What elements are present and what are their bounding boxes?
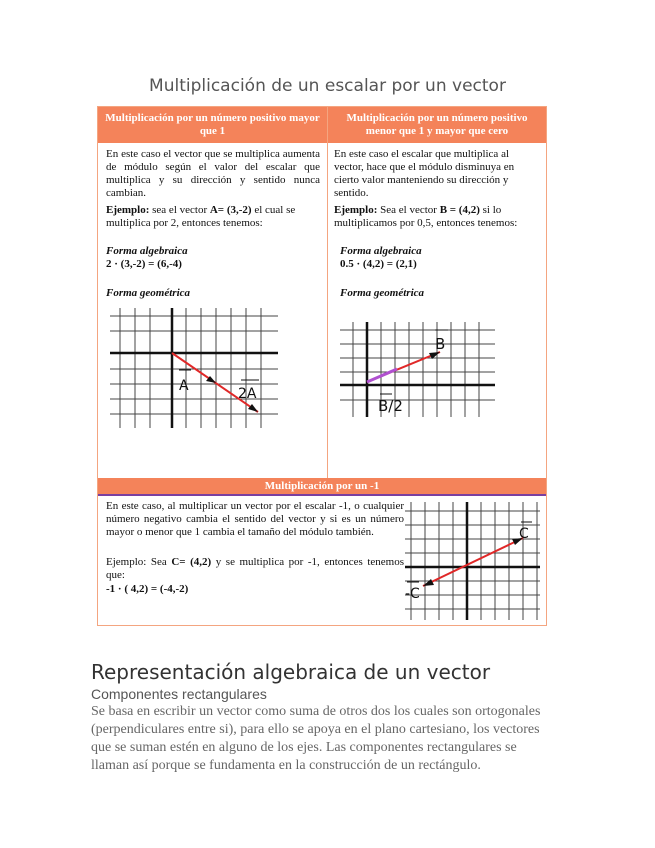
left-body-text: En este caso el vector que se multiplica aumenta de módulo según el valor del escalar que multiplica y su dirección y sentido nunca cambian. [106,148,320,199]
left-example [106,204,322,230]
right-example-pre: Sea el vector [380,204,437,216]
section-subtitle: Componentes rectangulares [91,686,267,702]
bottom-body-text: En este caso, al multiplicar un vector por el escalar -1, o cualquier número negativo cambia el sentido del vector y si es un número mayor o menor que 1 cambia el tamaño del módulo también. [106,500,404,538]
section-title: Representación algebraica de un vector [91,660,491,684]
right-geometric-label: Forma geométrica [340,287,425,299]
vector-b-half-label: B/2 [378,397,403,415]
section-paragraph: Se basa en escribir un vector como suma de otros dos los cuales son ortogonales (perpendiculares entre si), para ello se apoya en el plano cartesiano, los vectores que se suman estén en alguno de los ejes. Las componentes rectangulares se llaman así porque se fundamenta en la construcción de un rectángulo. [91,704,541,773]
page-title: Multiplicación de un escalar por un vector [149,76,506,96]
right-column-header: Multiplicación por un número positivo menor que 1 y mayor que cero [328,107,546,143]
left-example-vector: A= (3,-2) [209,204,252,216]
vector-b-half [367,369,397,382]
grid-lines [405,502,540,620]
left-geometric-label: Forma geométrica [106,287,191,299]
vector-c-label: C [519,526,529,542]
vector-c [423,538,523,586]
left-algebraic-label: Forma algebraica [106,245,188,257]
right-example-post: si lo multiplicamos por 0,5, entonces tenemos: [334,204,518,229]
vector-neg-c-label: -C [405,586,420,602]
left-column-header: Multiplicación por un número positivo mayor que 1 [98,107,327,143]
vector-b-label: B [435,335,446,353]
vector-a-label: A [179,378,189,394]
bottom-section-header: Multiplicación por un -1 [98,478,546,496]
grid-lines [340,322,495,417]
bottom-example-pre: Ejemplo: Sea [106,556,167,568]
right-example [334,204,540,230]
right-algebraic-label: Forma algebraica [340,245,422,257]
left-algebraic-value: 2 · (3,-2) = (6,-4) [106,258,182,270]
left-vector-figure [110,308,278,428]
bottom-example [106,556,404,582]
right-example-label: Ejemplo: [334,204,378,216]
vector-2a-label: 2A [238,386,257,402]
column-divider [327,106,328,478]
right-algebraic-value: 0.5 · (4,2) = (2,1) [340,258,417,270]
right-body-text: En este caso el escalar que multiplica al vector, hace que el módulo disminuya en cierto valor manteniendo su dirección y sentido. [334,148,515,199]
bottom-algebraic-value: -1 · ( 4,2) = (-4,-2) [106,583,189,595]
bottom-example-vector: C= (4,2) [171,556,212,568]
bottom-vector-figure [405,502,540,620]
right-example-vector: B = (4,2) [439,204,480,216]
left-example-label: Ejemplo: [106,204,150,216]
bottom-example-post: y se multiplica por -1, entonces tenemos que: [106,556,405,581]
left-example-post: el cual se multiplica por 2, entonces tenemos: [106,204,296,229]
right-vector-figure [340,322,495,417]
left-example-pre: sea el vector [152,204,208,216]
